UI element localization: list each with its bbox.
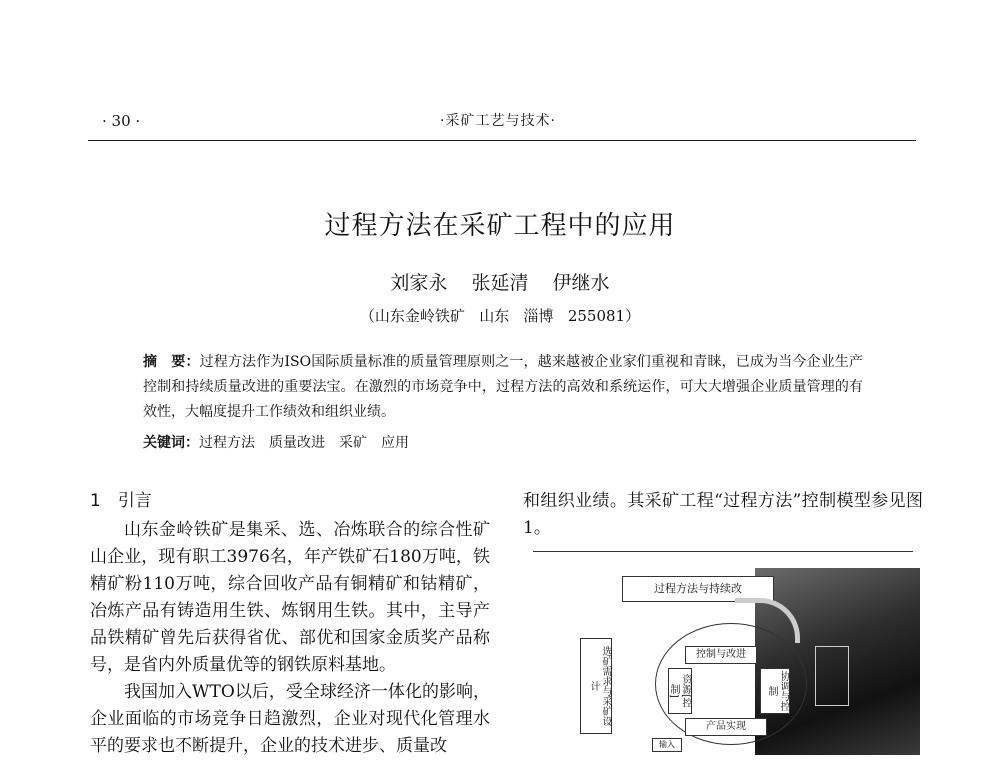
figure-title-box: 过程方法与持续改 xyxy=(622,576,774,602)
body-paragraph-2: 我国加入WTO以后，受全球经济一体化的影响，企业面临的市场竞争日趋激烈，企业对现代化管理水平的要求也不断提升，企业的技术进步、质量改 xyxy=(90,682,490,756)
header-rule xyxy=(88,140,916,141)
author-2: 张延清 xyxy=(471,272,529,294)
section-heading-introduction: 1 引言 xyxy=(90,491,152,511)
keywords-text: 过程方法 质量改进 采矿 应用 xyxy=(199,435,409,451)
figure-input-label: 输入 xyxy=(652,738,682,752)
keywords xyxy=(143,432,863,452)
author-1: 刘家永 xyxy=(390,272,448,294)
affiliation: （山东金岭铁矿 山东 淄博 255081） xyxy=(359,307,641,325)
author-3: 伊继水 xyxy=(552,272,610,294)
keywords-label: 关键词： xyxy=(143,435,199,451)
figure-inner-bottom: 产品实现 xyxy=(685,718,767,736)
article-title: 过程方法在采矿工程中的应用 xyxy=(324,211,676,241)
process-model-figure xyxy=(560,568,920,755)
page-number: · 30 · xyxy=(102,112,141,130)
body-paragraph-1: 山东金岭铁矿是集采、选、冶炼联合的综合性矿山企业，现有职工3976名，年产铁矿石180万吨，铁精矿粉110万吨，综合回收产品有铜精矿和钴精矿，冶炼产品有铸造用生铁、炼钢用生铁。其中，主导产品铁精矿曾先后获得省优、部优和国家金质奖产品称号，是省内外质量优等的钢铁原料基地。 xyxy=(90,520,490,675)
figure-left-box: 选矿需求与采矿设计 xyxy=(580,638,612,734)
right-column-text: 和组织业绩。其采矿工程“过程方法”控制模型参见图1。 xyxy=(523,491,923,538)
figure-inner-left: 资源[控制] xyxy=(668,668,692,714)
figure-inner-top: 控制与改进 xyxy=(685,646,757,664)
abstract xyxy=(143,350,863,425)
authors xyxy=(0,268,1000,295)
journal-header: ·采矿工艺与技术· xyxy=(440,113,556,129)
figure-right-box xyxy=(815,646,849,706)
left-column xyxy=(90,488,490,760)
abstract-text: 过程方法作为ISO国际质量标准的质量管理原则之一，越来越被企业家们重视和青睐，已成为当今企业生产控制和持续质量改进的重要法宝。在激烈的市场竞争中，过程方法的高效和系统运作，可大大增强企业质量管理的有效性，大幅度提升工作绩效和组织业绩。 xyxy=(143,354,863,420)
abstract-label: 摘 要： xyxy=(143,354,200,370)
figure-top-rule xyxy=(533,551,913,552)
figure-inner-right: 协调与控制 xyxy=(760,668,790,714)
